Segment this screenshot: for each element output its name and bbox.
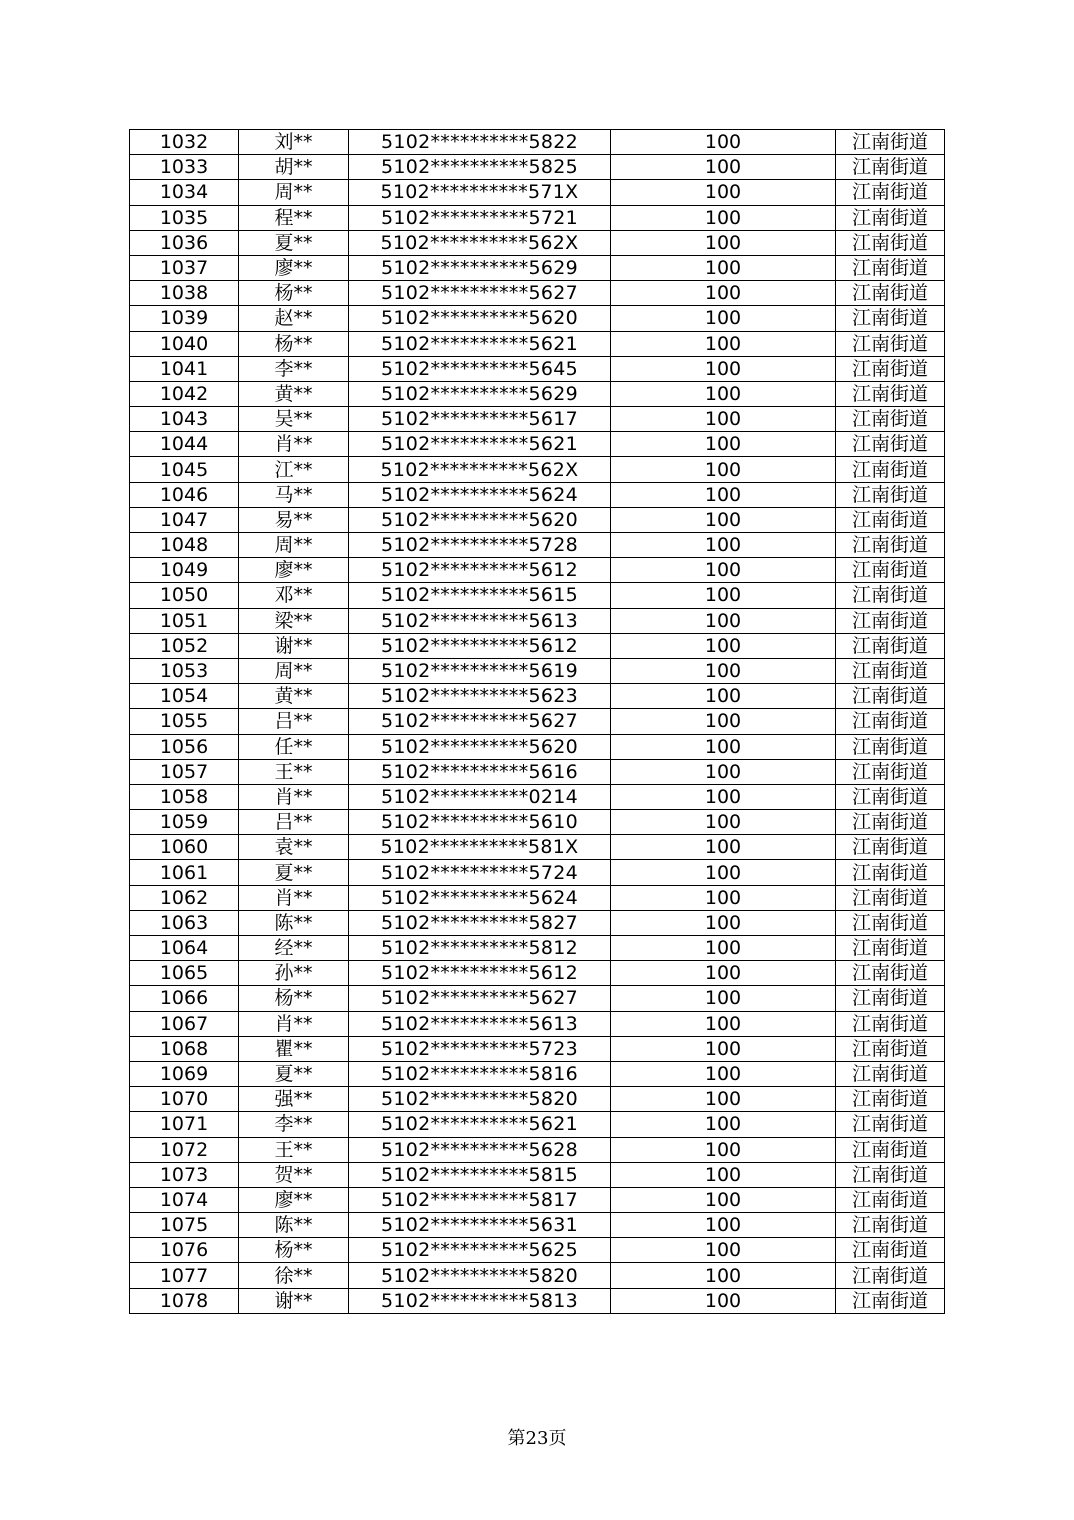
table-row [130, 910, 945, 935]
id-number-cell: 5102**********581X [349, 835, 611, 860]
amount-cell: 100 [611, 1213, 836, 1238]
row-number-cell: 1077 [130, 1263, 239, 1288]
id-number-cell: 5102**********5620 [349, 734, 611, 759]
row-number-cell: 1037 [130, 255, 239, 280]
id-number-cell: 5102**********5625 [349, 1238, 611, 1263]
name-cell: 黄** [239, 381, 349, 406]
area-cell: 江南街道 [836, 1036, 945, 1061]
area-cell: 江南街道 [836, 482, 945, 507]
row-number-cell: 1047 [130, 507, 239, 532]
area-cell: 江南街道 [836, 1112, 945, 1137]
name-cell: 谢** [239, 633, 349, 658]
table-row [130, 810, 945, 835]
id-number-cell: 5102**********5616 [349, 759, 611, 784]
area-cell: 江南街道 [836, 734, 945, 759]
table-row [130, 230, 945, 255]
table-row [130, 306, 945, 331]
area-cell: 江南街道 [836, 407, 945, 432]
id-number-cell: 5102**********5627 [349, 709, 611, 734]
table-row [130, 658, 945, 683]
amount-cell: 100 [611, 658, 836, 683]
table-row [130, 1162, 945, 1187]
area-cell: 江南街道 [836, 784, 945, 809]
name-cell: 周** [239, 533, 349, 558]
id-number-cell: 5102**********5621 [349, 432, 611, 457]
id-number-cell: 5102**********5645 [349, 356, 611, 381]
roster-table-body [130, 130, 945, 1314]
amount-cell: 100 [611, 306, 836, 331]
name-cell: 陈** [239, 1213, 349, 1238]
table-row [130, 835, 945, 860]
row-number-cell: 1033 [130, 155, 239, 180]
id-number-cell: 5102**********5612 [349, 558, 611, 583]
name-cell: 邓** [239, 583, 349, 608]
amount-cell: 100 [611, 180, 836, 205]
name-cell: 廖** [239, 1187, 349, 1212]
row-number-cell: 1071 [130, 1112, 239, 1137]
row-number-cell: 1069 [130, 1061, 239, 1086]
id-number-cell: 5102**********571X [349, 180, 611, 205]
table-row [130, 533, 945, 558]
table-row [130, 407, 945, 432]
name-cell: 易** [239, 507, 349, 532]
id-number-cell: 5102**********5812 [349, 936, 611, 961]
row-number-cell: 1048 [130, 533, 239, 558]
name-cell: 夏** [239, 860, 349, 885]
row-number-cell: 1059 [130, 810, 239, 835]
name-cell: 谢** [239, 1288, 349, 1313]
amount-cell: 100 [611, 1137, 836, 1162]
area-cell: 江南街道 [836, 255, 945, 280]
table-row [130, 684, 945, 709]
amount-cell: 100 [611, 885, 836, 910]
row-number-cell: 1043 [130, 407, 239, 432]
name-cell: 经** [239, 936, 349, 961]
roster-table [129, 129, 945, 1314]
amount-cell: 100 [611, 1238, 836, 1263]
name-cell: 袁** [239, 835, 349, 860]
table-row [130, 1137, 945, 1162]
amount-cell: 100 [611, 709, 836, 734]
row-number-cell: 1076 [130, 1238, 239, 1263]
area-cell: 江南街道 [836, 1137, 945, 1162]
row-number-cell: 1052 [130, 633, 239, 658]
area-cell: 江南街道 [836, 381, 945, 406]
area-cell: 江南街道 [836, 205, 945, 230]
table-row [130, 331, 945, 356]
row-number-cell: 1056 [130, 734, 239, 759]
id-number-cell: 5102**********5816 [349, 1061, 611, 1086]
area-cell: 江南街道 [836, 1263, 945, 1288]
row-number-cell: 1038 [130, 281, 239, 306]
page-number: 第23页 [507, 1428, 567, 1449]
table-row [130, 860, 945, 885]
area-cell: 江南街道 [836, 155, 945, 180]
amount-cell: 100 [611, 356, 836, 381]
id-number-cell: 5102**********5617 [349, 407, 611, 432]
area-cell: 江南街道 [836, 533, 945, 558]
table-row [130, 281, 945, 306]
amount-cell: 100 [611, 130, 836, 155]
table-row [130, 709, 945, 734]
table-row [130, 255, 945, 280]
name-cell: 李** [239, 356, 349, 381]
row-number-cell: 1036 [130, 230, 239, 255]
table-row [130, 155, 945, 180]
row-number-cell: 1061 [130, 860, 239, 885]
area-cell: 江南街道 [836, 835, 945, 860]
amount-cell: 100 [611, 759, 836, 784]
area-cell: 江南街道 [836, 1011, 945, 1036]
table-row [130, 457, 945, 482]
amount-cell: 100 [611, 1162, 836, 1187]
row-number-cell: 1072 [130, 1137, 239, 1162]
id-number-cell: 5102**********5621 [349, 331, 611, 356]
area-cell: 江南街道 [836, 306, 945, 331]
row-number-cell: 1064 [130, 936, 239, 961]
id-number-cell: 5102**********5612 [349, 961, 611, 986]
id-number-cell: 5102**********5615 [349, 583, 611, 608]
table-row [130, 1288, 945, 1313]
id-number-cell: 5102**********5610 [349, 810, 611, 835]
name-cell: 江** [239, 457, 349, 482]
table-row [130, 633, 945, 658]
amount-cell: 100 [611, 205, 836, 230]
amount-cell: 100 [611, 1061, 836, 1086]
row-number-cell: 1068 [130, 1036, 239, 1061]
area-cell: 江南街道 [836, 1061, 945, 1086]
amount-cell: 100 [611, 1011, 836, 1036]
area-cell: 江南街道 [836, 230, 945, 255]
amount-cell: 100 [611, 407, 836, 432]
id-number-cell: 5102**********5822 [349, 130, 611, 155]
amount-cell: 100 [611, 1263, 836, 1288]
table-row [130, 482, 945, 507]
id-number-cell: 5102**********5820 [349, 1263, 611, 1288]
amount-cell: 100 [611, 734, 836, 759]
roster-table-container [129, 129, 944, 1314]
amount-cell: 100 [611, 633, 836, 658]
table-row [130, 1112, 945, 1137]
id-number-cell: 5102**********5612 [349, 633, 611, 658]
table-row [130, 381, 945, 406]
amount-cell: 100 [611, 1288, 836, 1313]
table-row [130, 961, 945, 986]
name-cell: 肖** [239, 784, 349, 809]
amount-cell: 100 [611, 684, 836, 709]
id-number-cell: 5102**********5620 [349, 306, 611, 331]
amount-cell: 100 [611, 961, 836, 986]
table-row [130, 1238, 945, 1263]
table-row [130, 1061, 945, 1086]
name-cell: 杨** [239, 1238, 349, 1263]
name-cell: 瞿** [239, 1036, 349, 1061]
row-number-cell: 1053 [130, 658, 239, 683]
amount-cell: 100 [611, 1187, 836, 1212]
amount-cell: 100 [611, 910, 836, 935]
table-row [130, 558, 945, 583]
id-number-cell: 5102**********5624 [349, 482, 611, 507]
table-row [130, 885, 945, 910]
row-number-cell: 1050 [130, 583, 239, 608]
id-number-cell: 5102**********5628 [349, 1137, 611, 1162]
area-cell: 江南街道 [836, 1087, 945, 1112]
row-number-cell: 1044 [130, 432, 239, 457]
area-cell: 江南街道 [836, 633, 945, 658]
id-number-cell: 5102**********5827 [349, 910, 611, 935]
id-number-cell: 5102**********562X [349, 457, 611, 482]
area-cell: 江南街道 [836, 1238, 945, 1263]
table-row [130, 432, 945, 457]
table-row [130, 608, 945, 633]
id-number-cell: 5102**********5629 [349, 381, 611, 406]
table-row [130, 507, 945, 532]
row-number-cell: 1032 [130, 130, 239, 155]
name-cell: 刘** [239, 130, 349, 155]
area-cell: 江南街道 [836, 885, 945, 910]
name-cell: 肖** [239, 885, 349, 910]
id-number-cell: 5102**********5627 [349, 281, 611, 306]
amount-cell: 100 [611, 281, 836, 306]
id-number-cell: 5102**********5820 [349, 1087, 611, 1112]
amount-cell: 100 [611, 1087, 836, 1112]
id-number-cell: 5102**********5619 [349, 658, 611, 683]
amount-cell: 100 [611, 482, 836, 507]
row-number-cell: 1035 [130, 205, 239, 230]
name-cell: 梁** [239, 608, 349, 633]
id-number-cell: 5102**********5613 [349, 1011, 611, 1036]
name-cell: 黄** [239, 684, 349, 709]
area-cell: 江南街道 [836, 810, 945, 835]
row-number-cell: 1055 [130, 709, 239, 734]
table-row [130, 1036, 945, 1061]
row-number-cell: 1065 [130, 961, 239, 986]
name-cell: 肖** [239, 1011, 349, 1036]
area-cell: 江南街道 [836, 961, 945, 986]
amount-cell: 100 [611, 558, 836, 583]
area-cell: 江南街道 [836, 986, 945, 1011]
name-cell: 吴** [239, 407, 349, 432]
name-cell: 贺** [239, 1162, 349, 1187]
area-cell: 江南街道 [836, 608, 945, 633]
table-row [130, 1187, 945, 1212]
id-number-cell: 5102**********5629 [349, 255, 611, 280]
area-cell: 江南街道 [836, 356, 945, 381]
table-row [130, 734, 945, 759]
amount-cell: 100 [611, 255, 836, 280]
amount-cell: 100 [611, 1036, 836, 1061]
name-cell: 徐** [239, 1263, 349, 1288]
name-cell: 孙** [239, 961, 349, 986]
row-number-cell: 1060 [130, 835, 239, 860]
area-cell: 江南街道 [836, 1187, 945, 1212]
id-number-cell: 5102**********5724 [349, 860, 611, 885]
amount-cell: 100 [611, 986, 836, 1011]
table-row [130, 936, 945, 961]
name-cell: 杨** [239, 281, 349, 306]
area-cell: 江南街道 [836, 910, 945, 935]
amount-cell: 100 [611, 608, 836, 633]
area-cell: 江南街道 [836, 507, 945, 532]
table-row [130, 356, 945, 381]
name-cell: 廖** [239, 558, 349, 583]
row-number-cell: 1067 [130, 1011, 239, 1036]
amount-cell: 100 [611, 936, 836, 961]
row-number-cell: 1051 [130, 608, 239, 633]
area-cell: 江南街道 [836, 684, 945, 709]
id-number-cell: 5102**********5621 [349, 1112, 611, 1137]
area-cell: 江南街道 [836, 936, 945, 961]
row-number-cell: 1034 [130, 180, 239, 205]
row-number-cell: 1042 [130, 381, 239, 406]
row-number-cell: 1054 [130, 684, 239, 709]
amount-cell: 100 [611, 507, 836, 532]
id-number-cell: 5102**********5723 [349, 1036, 611, 1061]
area-cell: 江南街道 [836, 457, 945, 482]
id-number-cell: 5102**********5817 [349, 1187, 611, 1212]
amount-cell: 100 [611, 155, 836, 180]
name-cell: 吕** [239, 709, 349, 734]
area-cell: 江南街道 [836, 281, 945, 306]
row-number-cell: 1045 [130, 457, 239, 482]
row-number-cell: 1070 [130, 1087, 239, 1112]
table-row [130, 205, 945, 230]
amount-cell: 100 [611, 860, 836, 885]
area-cell: 江南街道 [836, 860, 945, 885]
name-cell: 肖** [239, 432, 349, 457]
name-cell: 周** [239, 658, 349, 683]
id-number-cell: 5102**********5613 [349, 608, 611, 633]
area-cell: 江南街道 [836, 432, 945, 457]
table-row [130, 1011, 945, 1036]
row-number-cell: 1057 [130, 759, 239, 784]
table-row [130, 130, 945, 155]
name-cell: 马** [239, 482, 349, 507]
area-cell: 江南街道 [836, 709, 945, 734]
amount-cell: 100 [611, 432, 836, 457]
id-number-cell: 5102**********5721 [349, 205, 611, 230]
id-number-cell: 5102**********562X [349, 230, 611, 255]
row-number-cell: 1041 [130, 356, 239, 381]
id-number-cell: 5102**********5627 [349, 986, 611, 1011]
name-cell: 杨** [239, 331, 349, 356]
name-cell: 强** [239, 1087, 349, 1112]
table-row [130, 1087, 945, 1112]
row-number-cell: 1040 [130, 331, 239, 356]
area-cell: 江南街道 [836, 180, 945, 205]
name-cell: 王** [239, 759, 349, 784]
row-number-cell: 1073 [130, 1162, 239, 1187]
area-cell: 江南街道 [836, 658, 945, 683]
area-cell: 江南街道 [836, 331, 945, 356]
amount-cell: 100 [611, 1112, 836, 1137]
amount-cell: 100 [611, 810, 836, 835]
row-number-cell: 1062 [130, 885, 239, 910]
area-cell: 江南街道 [836, 130, 945, 155]
row-number-cell: 1066 [130, 986, 239, 1011]
row-number-cell: 1049 [130, 558, 239, 583]
row-number-cell: 1063 [130, 910, 239, 935]
id-number-cell: 5102**********5620 [349, 507, 611, 532]
row-number-cell: 1039 [130, 306, 239, 331]
table-row [130, 1263, 945, 1288]
name-cell: 胡** [239, 155, 349, 180]
area-cell: 江南街道 [836, 759, 945, 784]
amount-cell: 100 [611, 230, 836, 255]
area-cell: 江南街道 [836, 558, 945, 583]
table-row [130, 583, 945, 608]
name-cell: 吕** [239, 810, 349, 835]
id-number-cell: 5102**********5813 [349, 1288, 611, 1313]
name-cell: 程** [239, 205, 349, 230]
name-cell: 任** [239, 734, 349, 759]
name-cell: 陈** [239, 910, 349, 935]
amount-cell: 100 [611, 784, 836, 809]
amount-cell: 100 [611, 583, 836, 608]
amount-cell: 100 [611, 381, 836, 406]
amount-cell: 100 [611, 533, 836, 558]
name-cell: 夏** [239, 1061, 349, 1086]
table-row [130, 1213, 945, 1238]
name-cell: 周** [239, 180, 349, 205]
row-number-cell: 1074 [130, 1187, 239, 1212]
id-number-cell: 5102**********5624 [349, 885, 611, 910]
row-number-cell: 1058 [130, 784, 239, 809]
area-cell: 江南街道 [836, 1162, 945, 1187]
table-row [130, 759, 945, 784]
area-cell: 江南街道 [836, 1288, 945, 1313]
name-cell: 王** [239, 1137, 349, 1162]
id-number-cell: 5102**********5825 [349, 155, 611, 180]
name-cell: 夏** [239, 230, 349, 255]
row-number-cell: 1075 [130, 1213, 239, 1238]
row-number-cell: 1046 [130, 482, 239, 507]
area-cell: 江南街道 [836, 583, 945, 608]
name-cell: 李** [239, 1112, 349, 1137]
id-number-cell: 5102**********0214 [349, 784, 611, 809]
name-cell: 赵** [239, 306, 349, 331]
amount-cell: 100 [611, 457, 836, 482]
table-row [130, 180, 945, 205]
id-number-cell: 5102**********5728 [349, 533, 611, 558]
amount-cell: 100 [611, 331, 836, 356]
id-number-cell: 5102**********5815 [349, 1162, 611, 1187]
name-cell: 杨** [239, 986, 349, 1011]
name-cell: 廖** [239, 255, 349, 280]
id-number-cell: 5102**********5631 [349, 1213, 611, 1238]
area-cell: 江南街道 [836, 1213, 945, 1238]
table-row [130, 986, 945, 1011]
id-number-cell: 5102**********5623 [349, 684, 611, 709]
amount-cell: 100 [611, 835, 836, 860]
table-row [130, 784, 945, 809]
row-number-cell: 1078 [130, 1288, 239, 1313]
